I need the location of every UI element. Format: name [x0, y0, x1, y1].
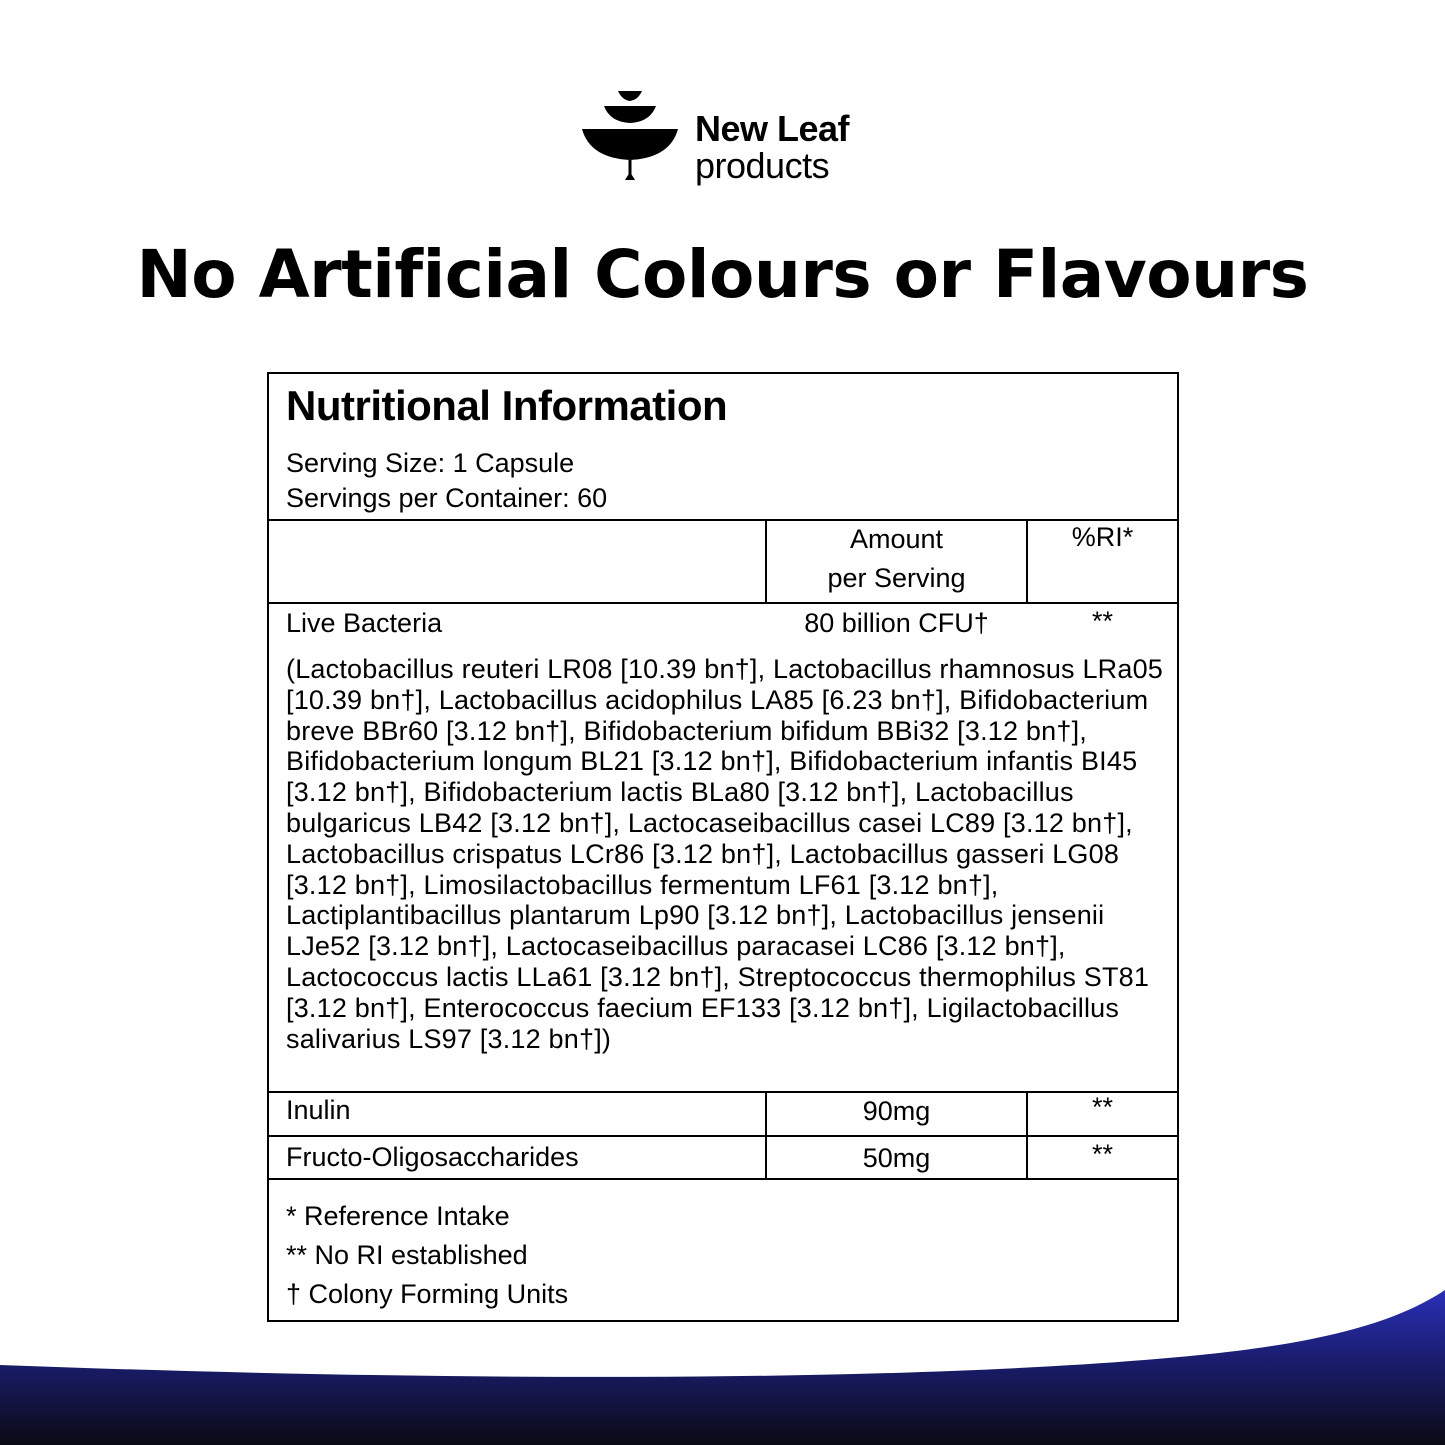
servings-per-container: Servings per Container: 60 [286, 483, 608, 513]
row-inulin-amount: 90mg [862, 1096, 931, 1126]
divider [269, 1178, 1177, 1180]
row-fos-ri: ** [1091, 1139, 1113, 1169]
column-header-amount-line2: per Serving [827, 563, 966, 593]
column-header-amount-line1: Amount [849, 524, 944, 554]
brand-name-primary: New Leaf [695, 108, 850, 149]
row-inulin-ri: ** [1091, 1092, 1113, 1122]
divider [269, 1135, 1177, 1137]
panel-title: Nutritional Information [286, 382, 728, 429]
row-live-bacteria-amount: 80 billion CFU† [804, 608, 989, 638]
row-fos-amount: 50mg [862, 1143, 931, 1173]
page-headline: No Artificial Colours or Flavours [136, 236, 1309, 313]
serving-size: Serving Size: 1 Capsule [286, 448, 575, 478]
row-live-bacteria-name: Live Bacteria [286, 608, 443, 638]
bacteria-strain-list: (Lactobacillus reuteri LR08 [10.39 bn†], Lactobacillus rhamnosus LRa05 [10.39 bn†], Lactobacillus acidophilus LA85 [6.23 bn†], Bifidobacterium breve BBr60 [3.12 bn†], Bifidobacterium bifidum BBi32 [3.12 bn†], Bifidobacterium longum BL21 [3.12 bn†], Bifidobacterium infantis BI45 [3.12 bn†], Bifidobacterium lactis BLa80 [3.12 bn†], Lactobacillus bulgaricus LB42 [3.12 bn†], Lactocaseibacillus casei LC89 [3.12 bn†], Lactobacillus crispatus LCr86 [3.12 bn†], Lactobacillus gasseri LG08 [3.12 bn†], Limosilactobacillus fermentum LF61 [3.12 bn†], Lactiplantibacillus plantarum Lp90 [3.12 bn†], Lactobacillus jensenii LJe52 [3.12 bn†], Lactocaseibacillus paracasei LC86 [3.12 bn†], Lactococcus lactis LLa61 [3.12 bn†], Streptococcus thermophilus ST81 [3.12 bn†], Enterococcus faecium EF133 [3.12 bn†], Ligilactobacillus salivarius LS97 [3.12 bn†]) [286, 654, 1164, 1054]
decorative-wave [0, 1280, 1445, 1445]
row-fos-name: Fructo-Oligosaccharides [286, 1142, 579, 1172]
nutrition-panel [267, 372, 1179, 1322]
footnote-cfu: † Colony Forming Units [286, 1279, 569, 1309]
footnote-reference-intake: * Reference Intake [286, 1201, 510, 1231]
footnote-no-ri: ** No RI established [286, 1240, 528, 1270]
divider [269, 519, 1177, 521]
brand-name-secondary: products [695, 145, 830, 186]
row-live-bacteria-ri: ** [1091, 606, 1113, 636]
divider [269, 602, 1177, 604]
column-header-ri: %RI* [1071, 522, 1134, 552]
row-inulin-name: Inulin [286, 1095, 351, 1125]
stacked-leaf-tree-logo-icon [582, 86, 678, 186]
